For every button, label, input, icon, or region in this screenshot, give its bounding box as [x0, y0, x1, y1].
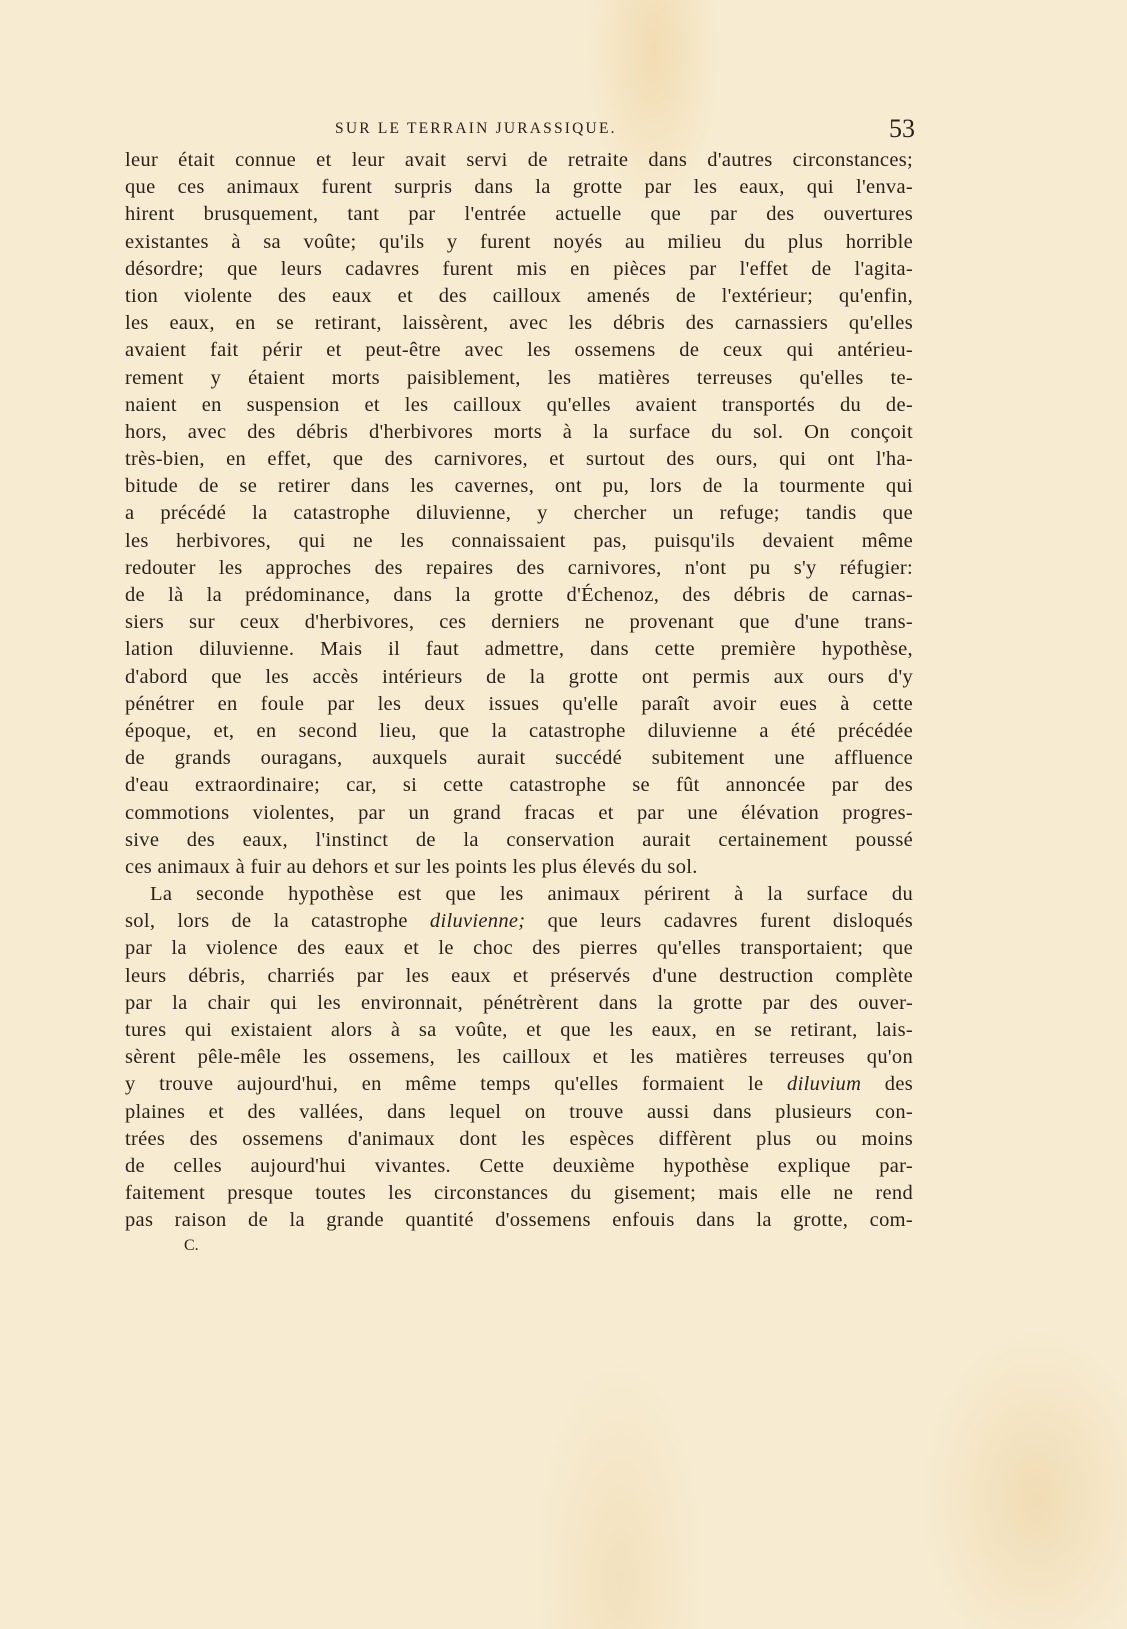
text-line — [125, 229, 913, 256]
text-segment: sol, lors de la catastrophe — [125, 910, 430, 933]
text-line — [125, 174, 913, 201]
running-header — [125, 114, 915, 146]
text-line — [125, 772, 913, 799]
text-segment: La seconde hypothèse est que les animaux périrent à la surface du — [150, 883, 913, 906]
text-line — [125, 664, 913, 691]
text-segment: leur était connue et leur avait servi de retraite dans d'autres circonstances; — [125, 149, 913, 171]
text-segment: leurs débris, charriés par les eaux et préservés d'une destruction complète — [125, 964, 913, 987]
text-segment: les herbivores, qui ne les connaissaient pas, puisqu'ils devaient même — [125, 529, 913, 552]
text-segment: les eaux, en se retirant, laissèrent, avec les débris des carnassiers qu'elles — [125, 312, 913, 335]
italic-segment: diluvienne; — [429, 910, 526, 933]
text-line — [125, 800, 913, 827]
text-segment: pénétrer en foule par les deux issues qu'elle paraît avoir eues à cette — [125, 692, 913, 715]
text-line — [125, 147, 913, 174]
text-line — [125, 1153, 913, 1180]
text-line — [125, 935, 913, 962]
text-line — [125, 908, 913, 935]
text-line — [125, 283, 913, 310]
text-segment: sive des eaux, l'instinct de la conservation aurait certainement poussé — [125, 828, 913, 851]
text-segment: de grands ouragans, auxquels aurait succédé subitement une affluence — [125, 747, 913, 770]
text-segment: rement y étaient morts paisiblement, les matières terreuses qu'elles te- — [125, 366, 913, 389]
text-line — [125, 990, 913, 1017]
text-line — [125, 1126, 913, 1153]
text-segment: a précédé la catastrophe diluvienne, y chercher un refuge; tandis que — [125, 502, 913, 525]
text-line — [125, 392, 913, 419]
text-segment: des — [861, 1073, 914, 1096]
text-segment: tures qui existaient alors à sa voûte, et que les eaux, en se retirant, lais- — [125, 1019, 913, 1041]
text-line — [125, 881, 913, 908]
text-segment: hirent brusquement, tant par l'entrée actuelle que par des ouvertures — [125, 203, 913, 226]
text-segment: commotions violentes, par un grand fracas et par une élévation progres- — [125, 801, 913, 824]
text-line — [125, 365, 913, 392]
page-number: 53 — [889, 114, 915, 143]
text-line — [125, 1017, 913, 1044]
text-line — [125, 1071, 913, 1098]
text-segment: siers sur ceux d'herbivores, ces derniers ne provenant que d'une trans- — [125, 611, 913, 634]
text-segment: très-bien, en effet, que des carnivores, et surtout des ours, qui ont l'ha- — [125, 448, 913, 471]
text-segment: d'eau extraordinaire; car, si cette catastrophe se fût annoncée par des — [125, 774, 913, 797]
text-line — [125, 446, 913, 473]
text-segment: époque, et, en second lieu, que la catastrophe diluvienne a été précédée — [125, 719, 913, 742]
text-segment: pas raison de la grande quantité d'ossemens enfouis dans la grotte, com- — [125, 1209, 913, 1232]
running-title: SUR LE TERRAIN JURASSIQUE. — [335, 120, 617, 137]
text-segment: trées des ossemens d'animaux dont les espèces diffèrent plus ou moins — [125, 1127, 913, 1150]
text-segment: de là la prédominance, dans la grotte d'Échenoz, des débris de carnas- — [125, 584, 913, 606]
text-segment: que ces animaux furent surpris dans la grotte par les eaux, qui l'enva- — [125, 176, 913, 199]
text-segment: naient en suspension et les cailloux qu'elles avaient transportés du de- — [125, 393, 913, 416]
text-line — [125, 691, 913, 718]
text-line — [125, 528, 913, 555]
italic-segment: diluvium — [787, 1073, 862, 1096]
body-text — [125, 147, 913, 1235]
text-segment: redouter les approches des repaires des carnivores, n'ont pu s'y réfugier: — [125, 556, 913, 579]
text-line — [125, 827, 913, 854]
text-segment: d'abord que les accès intérieurs de la grotte ont permis aux ours d'y — [125, 665, 913, 688]
text-line — [125, 1207, 913, 1234]
signature-mark: C. — [184, 1237, 199, 1254]
text-segment: avaient fait périr et peut-être avec les ossemens de ceux qui antérieu- — [125, 339, 913, 362]
text-segment: ces animaux à fuir au dehors et sur les points les plus élevés du sol. — [125, 855, 698, 878]
text-segment: bitude de se retirer dans les cavernes, ont pu, lors de la tourmente qui — [125, 475, 913, 498]
text-segment: de celles aujourd'hui vivantes. Cette deuxième hypothèse explique par- — [125, 1154, 913, 1177]
text-segment: par la chair qui les environnait, pénétrèrent dans la grotte par des ouver- — [125, 991, 913, 1014]
text-line — [125, 1180, 913, 1207]
text-segment: plaines et des vallées, dans lequel on trouve aussi dans plusieurs con- — [125, 1100, 913, 1123]
text-line — [125, 963, 913, 990]
text-segment: lation diluvienne. Mais il faut admettre, dans cette première hypothèse, — [125, 638, 913, 661]
text-line — [125, 745, 913, 772]
text-line — [125, 473, 913, 500]
text-segment: existantes à sa voûte; qu'ils y furent noyés au milieu du plus horrible — [125, 230, 913, 253]
text-line — [125, 310, 913, 337]
text-line — [125, 337, 913, 364]
text-line — [125, 419, 913, 446]
text-line — [125, 500, 913, 527]
text-line — [125, 201, 913, 228]
text-segment: désordre; que leurs cadavres furent mis en pièces par l'effet de l'agita- — [125, 257, 913, 280]
text-line — [125, 555, 913, 582]
text-line — [125, 582, 913, 609]
text-segment: que leurs cadavres furent disloqués — [525, 910, 914, 933]
text-segment: y trouve aujourd'hui, en même temps qu'elles formaient le — [125, 1073, 788, 1096]
text-segment: faitement presque toutes les circonstances du gisement; mais elle ne rend — [125, 1182, 913, 1205]
text-line — [125, 609, 913, 636]
text-segment: hors, avec des débris d'herbivores morts à la surface du sol. On conçoit — [125, 420, 913, 443]
text-line — [125, 1099, 913, 1126]
text-line — [125, 636, 913, 663]
text-line — [125, 1044, 913, 1071]
text-segment: par la violence des eaux et le choc des pierres qu'elles transportaient; que — [125, 937, 913, 960]
text-line — [125, 854, 913, 881]
text-segment: sèrent pêle-mêle les ossemens, les cailloux et les matières terreuses qu'on — [125, 1046, 913, 1069]
text-line — [125, 256, 913, 283]
text-segment: tion violente des eaux et des cailloux amenés de l'extérieur; qu'enfin, — [125, 284, 913, 307]
text-line — [125, 718, 913, 745]
